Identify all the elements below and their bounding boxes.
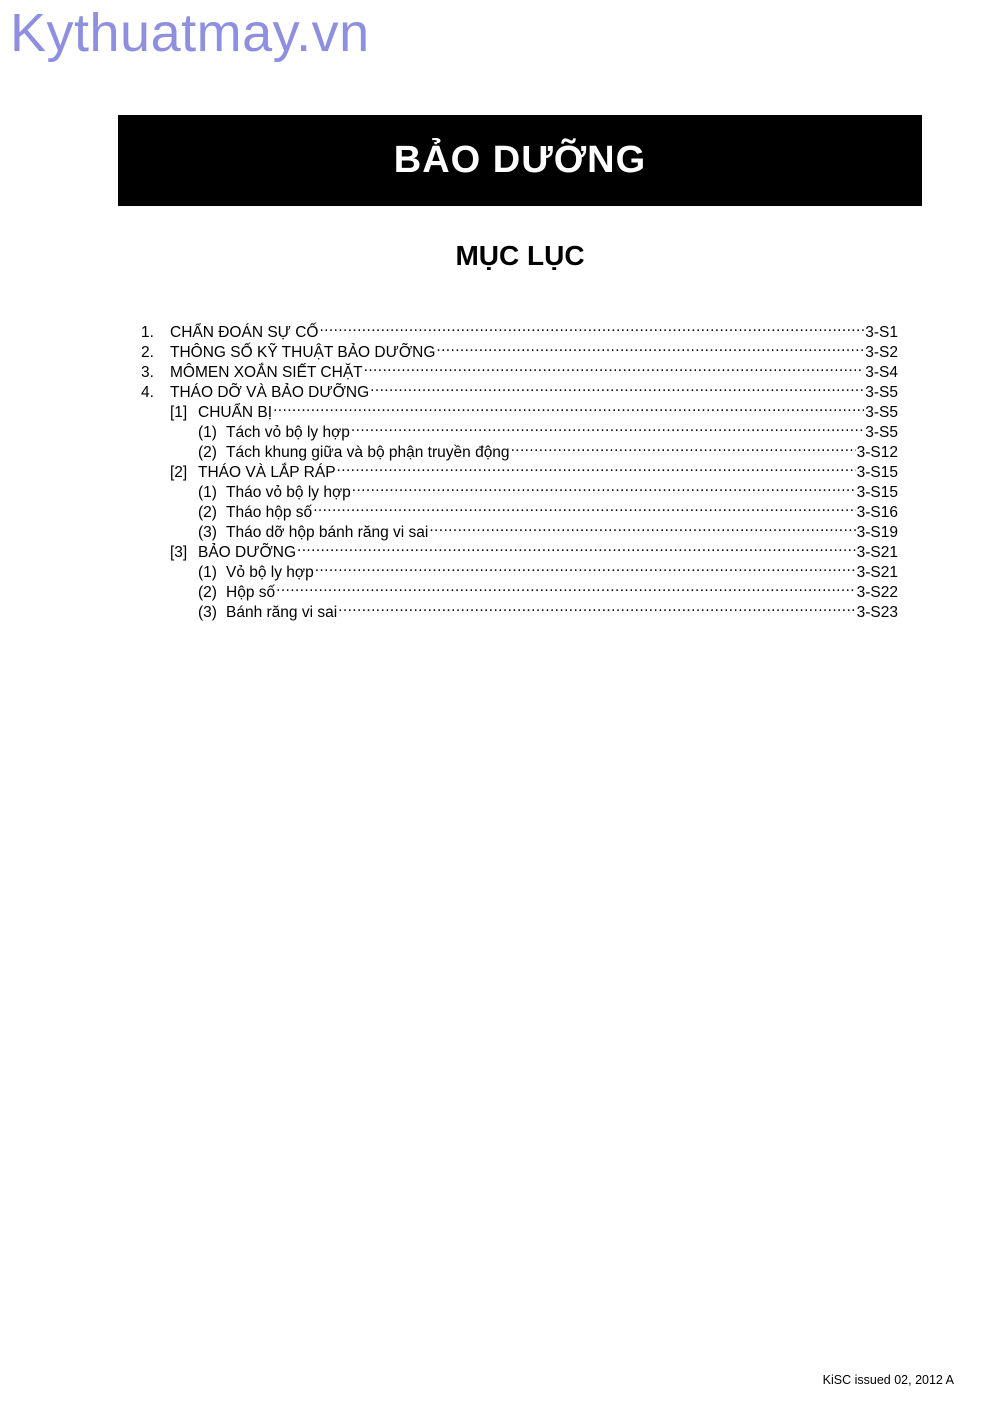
toc-leader-dots	[370, 377, 864, 397]
toc-entry-page: 3-S21	[856, 564, 898, 581]
toc-entry-page: 3-S16	[856, 504, 898, 521]
watermark-logo: Kythuatmay.vn	[10, 3, 370, 63]
toc-leader-dots	[313, 497, 855, 517]
toc-entry-number: (3)	[198, 604, 217, 621]
toc-entry-page: 3-S12	[856, 444, 898, 461]
toc-entry-title: THÁO VÀ LẮP RÁP	[198, 464, 336, 481]
toc-leader-dots	[351, 417, 864, 437]
toc-entry-title: THÁO DỠ VÀ BẢO DƯỠNG	[170, 384, 370, 401]
toc-entry-number: (1)	[198, 564, 217, 581]
toc-leader-dots	[276, 577, 856, 597]
toc-entry-title: Tháo hộp số	[226, 504, 313, 521]
toc-entry-page: 3-S2	[865, 344, 898, 361]
toc-entry-number: 3.	[141, 364, 154, 381]
table-of-contents	[141, 317, 898, 621]
footer-issue-note: KiSC issued 02, 2012 A	[822, 1373, 954, 1387]
toc-entry-page: 3-S22	[856, 584, 898, 601]
toc-entry-title: CHẨN ĐOÁN SỰ CỐ	[170, 324, 319, 341]
toc-entry-number: (1)	[198, 424, 217, 441]
toc-entry-number: (1)	[198, 484, 217, 501]
toc-entry-page: 3-S15	[856, 484, 898, 501]
toc-entry-page: 3-S21	[856, 544, 898, 561]
toc-entry-number: (2)	[198, 444, 217, 461]
toc-leader-dots	[436, 337, 864, 357]
toc-leader-dots	[511, 437, 856, 457]
toc-leader-dots	[297, 537, 856, 557]
toc-leader-dots	[338, 597, 855, 617]
toc-entry-title: MÔMEN XOẮN SIẾT CHẶT	[170, 364, 363, 381]
toc-leader-dots	[319, 317, 864, 337]
toc-leader-dots	[273, 397, 864, 417]
title-banner	[118, 115, 922, 206]
toc-entry-page: 3-S5	[865, 384, 898, 401]
toc-entry-page: 3-S1	[865, 324, 898, 341]
toc-heading: MỤC LỤC	[455, 240, 585, 271]
toc-entry[interactable]	[141, 317, 898, 341]
banner-title: BẢO DƯỠNG	[393, 139, 647, 181]
toc-leader-dots	[337, 457, 856, 477]
toc-entry-title: Tách vỏ bộ ly hợp	[226, 424, 350, 441]
toc-entry-number: 2.	[141, 344, 154, 361]
toc-leader-dots	[315, 557, 856, 577]
toc-leader-dots	[429, 517, 855, 537]
toc-entry-title: BẢO DƯỠNG	[198, 544, 297, 561]
toc-entry-title: Tháo vỏ bộ ly hợp	[226, 484, 351, 501]
toc-leader-dots	[352, 477, 856, 497]
toc-entry-title: CHUẨN BỊ	[198, 404, 273, 421]
toc-entry-number: 1.	[141, 324, 154, 341]
toc-entry-number: (2)	[198, 504, 217, 521]
toc-leader-dots	[364, 357, 865, 377]
toc-entry-page: 3-S19	[856, 524, 898, 541]
toc-entry-number: [2]	[170, 464, 188, 481]
toc-entry-page: 3-S4	[865, 364, 898, 381]
toc-entry-page: 3-S23	[856, 604, 898, 621]
toc-entry-number: [1]	[170, 404, 188, 421]
toc-entry-title: Bánh răng vi sai	[226, 604, 338, 621]
toc-entry-number: 4.	[141, 384, 154, 401]
toc-entry-page: 3-S5	[865, 424, 898, 441]
toc-entry-title: Tháo dỡ hộp bánh răng vi sai	[226, 524, 429, 541]
toc-entry-title: THÔNG SỐ KỸ THUẬT BẢO DƯỠNG	[170, 344, 436, 361]
toc-entry-title: Tách khung giữa và bộ phận truyền động	[226, 444, 510, 461]
toc-entry-page: 3-S15	[856, 464, 898, 481]
toc-entry-number: (2)	[198, 584, 217, 601]
toc-entry-title: Hộp số	[226, 584, 276, 601]
toc-entry-page: 3-S5	[865, 404, 898, 421]
toc-entry-number: [3]	[170, 544, 188, 561]
toc-entry-number: (3)	[198, 524, 217, 541]
toc-entry-title: Vỏ bộ ly hợp	[226, 564, 314, 581]
